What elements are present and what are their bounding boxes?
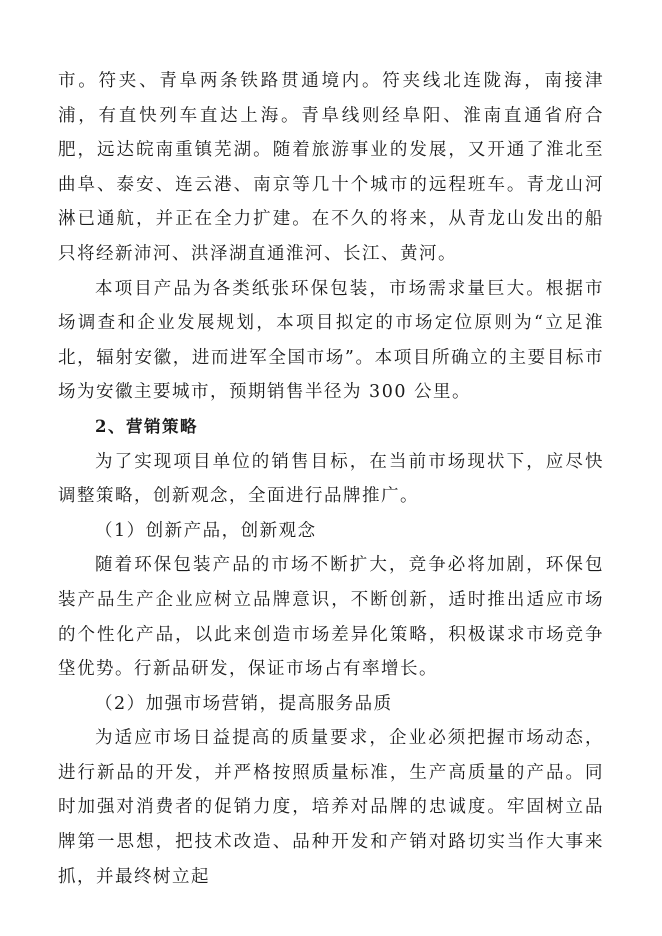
- section-heading-marketing-strategy: 2、营销策略: [95, 416, 198, 436]
- paragraph-transport-continuation: 市。符夹、青阜两条铁路贯通境内。符夹线北连陇海，南接津浦，有直快列车直达上海。青阜线则经阜阳、淮南直通省府合肥，远达皖南重镇芜湖。随着旅游事业的发展，又开通了淮北至曲阜、泰安、连云港、南京等几十个城市的远程班车。青龙山河淋已通航，并正在全力扩建。在不久的将来，从青龙山发出的船只将经新沛河、洪泽湖直通淮河、长江、黄河。: [58, 71, 604, 264]
- paragraph-strategy-intro: 为了实现项目单位的销售目标，在当前市场现状下，应尽快调整策略，创新观念，全面进行品牌推广。: [58, 451, 604, 507]
- subheading-innovation: （1）创新产品，创新观念: [95, 520, 317, 541]
- document-body: [58, 64, 604, 894]
- subheading-marketing-service: （2）加强市场营销，提高服务品质: [95, 693, 393, 714]
- paragraph-marketing-service: 为适应市场日益提高的质量要求，企业必须把握市场动态，进行新品的开发，并严格按照质量标准，生产高质量的产品。同时加强对消费者的促销力度，培养对品牌的忠诚度。牢固树立品牌第一思想，把技术改造、品种开发和产销对路切实当作大事来抓，并最终树立起: [58, 728, 604, 887]
- paragraph-innovation: 随着环保包装产品的市场不断扩大，竞争必将加剧，环保包装产品生产企业应树立品牌意识，不断创新，适时推出适应市场的个性化产品，以此来创造市场差异化策略，积极谋求市场竞争垡优势。行新品研发，保证市场占有率增长。: [58, 555, 604, 680]
- paragraph-market-positioning: 本项目产品为各类纸张环保包装，市场需求量巨大。根据市场调查和企业发展规划，本项目拟定的市场定位原则为“立足淮北，辐射安徽，进而进军全国市场”。本项目所确立的主要目标市场为安徽主要城市，预期销售半径为 300 公里。: [58, 278, 604, 403]
